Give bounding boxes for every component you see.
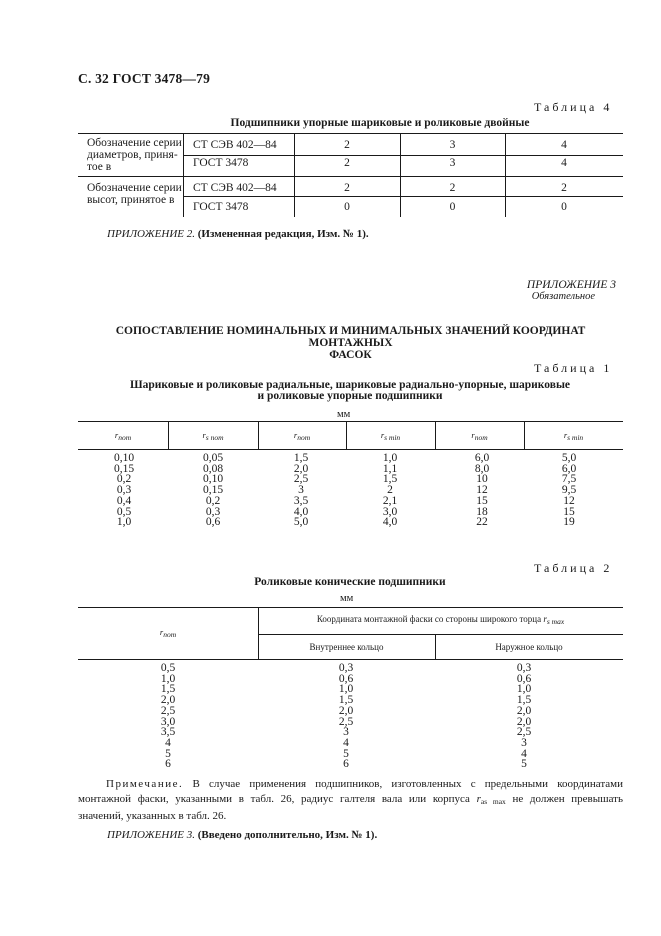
table4-cell: 4 <box>561 139 567 151</box>
table1-column: 5,0 6,0 7,5 9,5 12 15 19 <box>561 452 577 529</box>
table2-unit: мм <box>340 593 354 604</box>
table2-header-rnom: rnom <box>159 627 177 639</box>
table2-subheader-inner: Внутреннее кольцо <box>309 642 384 652</box>
table4-cell: 0 <box>449 201 456 213</box>
table4-cell: 3 <box>449 157 456 169</box>
table2-span-header: Координата монтажной фаски со стороны широкого торца $r_{s max}$ <box>316 614 565 626</box>
appendix-subtitle: Обязательное <box>531 291 595 302</box>
table1-column: 1,0 1,1 1,5 2 2,1 3,0 4,0 <box>382 452 398 529</box>
main-title: СОПОСТАВЛЕНИЕ НОМИНАЛЬНЫХ И МИНИМАЛЬНЫХ ЗНАЧЕНИЙ КООРДИНАТ МОНТАЖНЫХ ФАСОК <box>115 325 586 361</box>
table2-column: 0,3 0,6 1,0 1,5 2,0 2,0 2,5 3 4 5 <box>516 662 532 771</box>
table4-cell: 2 <box>449 182 456 194</box>
table4-cell: 3 <box>449 139 456 151</box>
table4-label: Таблица 4 <box>534 100 613 114</box>
table2-subheader-outer: Наружное кольцо <box>495 642 563 652</box>
table1-column: 6,0 8,0 10 12 15 18 22 <box>474 452 490 529</box>
table4-std: СТ СЭВ 402—84 <box>193 139 277 151</box>
table1-column: 0,10 0,15 0,2 0,3 0,4 0,5 1,0 <box>113 452 135 529</box>
table2-column: 0,3 0,6 1,0 1,5 2,0 2,5 3 4 5 6 <box>338 662 354 771</box>
table4-cell: 4 <box>561 157 567 169</box>
note-appendix2: ПРИЛОЖЕНИЕ 2. (Измененная редакция, Изм. № 1). <box>107 228 369 240</box>
table1-title: Шариковые и роликовые радиальные, шариковые радиально-упорные, шариковые и роликовые упорные подшипники <box>129 379 571 402</box>
table2-title: Роликовые конические подшипники <box>254 576 446 588</box>
table1-header: rs min <box>380 430 401 442</box>
table4-group2-label: Обозначение серии высот, принятое в <box>87 182 182 206</box>
table4-group1-label: Обозначение серии диаметров, приня- тое в <box>87 137 182 173</box>
table1-column: 1,5 2,0 2,5 3 3,5 4,0 5,0 <box>293 452 309 529</box>
appendix-title: ПРИЛОЖЕНИЕ 3 <box>526 279 616 291</box>
table1-header: rnom <box>293 430 311 442</box>
table4-title: Подшипники упорные шариковые и роликовые двойные <box>230 117 530 129</box>
table1-column: 0,05 0,08 0,10 0,15 0,2 0,3 0,6 <box>202 452 224 529</box>
note-appendix3: ПРИЛОЖЕНИЕ 3. (Введено дополнительно, Изм. № 1). <box>107 829 378 841</box>
table1-unit: мм <box>337 409 351 420</box>
note-remark: Примечание. В случае применения подшипников, изготовленных с предельными координатами монтажной фаски, указанными в табл. 26, радиус галтеля вала или корпуса $r_{as max}$ не должен превышать значений, указанных в табл. 26. <box>78 778 624 822</box>
table1-label: Таблица 1 <box>534 361 613 375</box>
table1-header: rnom <box>471 430 488 442</box>
table2-column: 0,5 1,0 1,5 2,0 2,5 3,0 3,5 4 5 6 <box>160 662 176 771</box>
table4-std: ГОСТ 3478 <box>193 157 249 169</box>
table4-std: СТ СЭВ 402—84 <box>193 182 277 194</box>
table2-label: Таблица 2 <box>534 561 613 575</box>
table4-cell: 0 <box>344 201 350 213</box>
table4-cell: 2 <box>561 182 567 194</box>
table4-cell: 2 <box>344 139 350 151</box>
table4-cell: 2 <box>344 182 350 194</box>
page-header: С. 32 ГОСТ 3478—79 <box>78 71 211 86</box>
table4-cell: 2 <box>344 157 350 169</box>
table4-std: ГОСТ 3478 <box>193 201 249 213</box>
table1-header: rs nom <box>202 430 224 442</box>
table1-header: rnom <box>114 430 132 442</box>
table1-header: rs min <box>563 430 584 442</box>
table4-cell: 0 <box>561 201 567 213</box>
